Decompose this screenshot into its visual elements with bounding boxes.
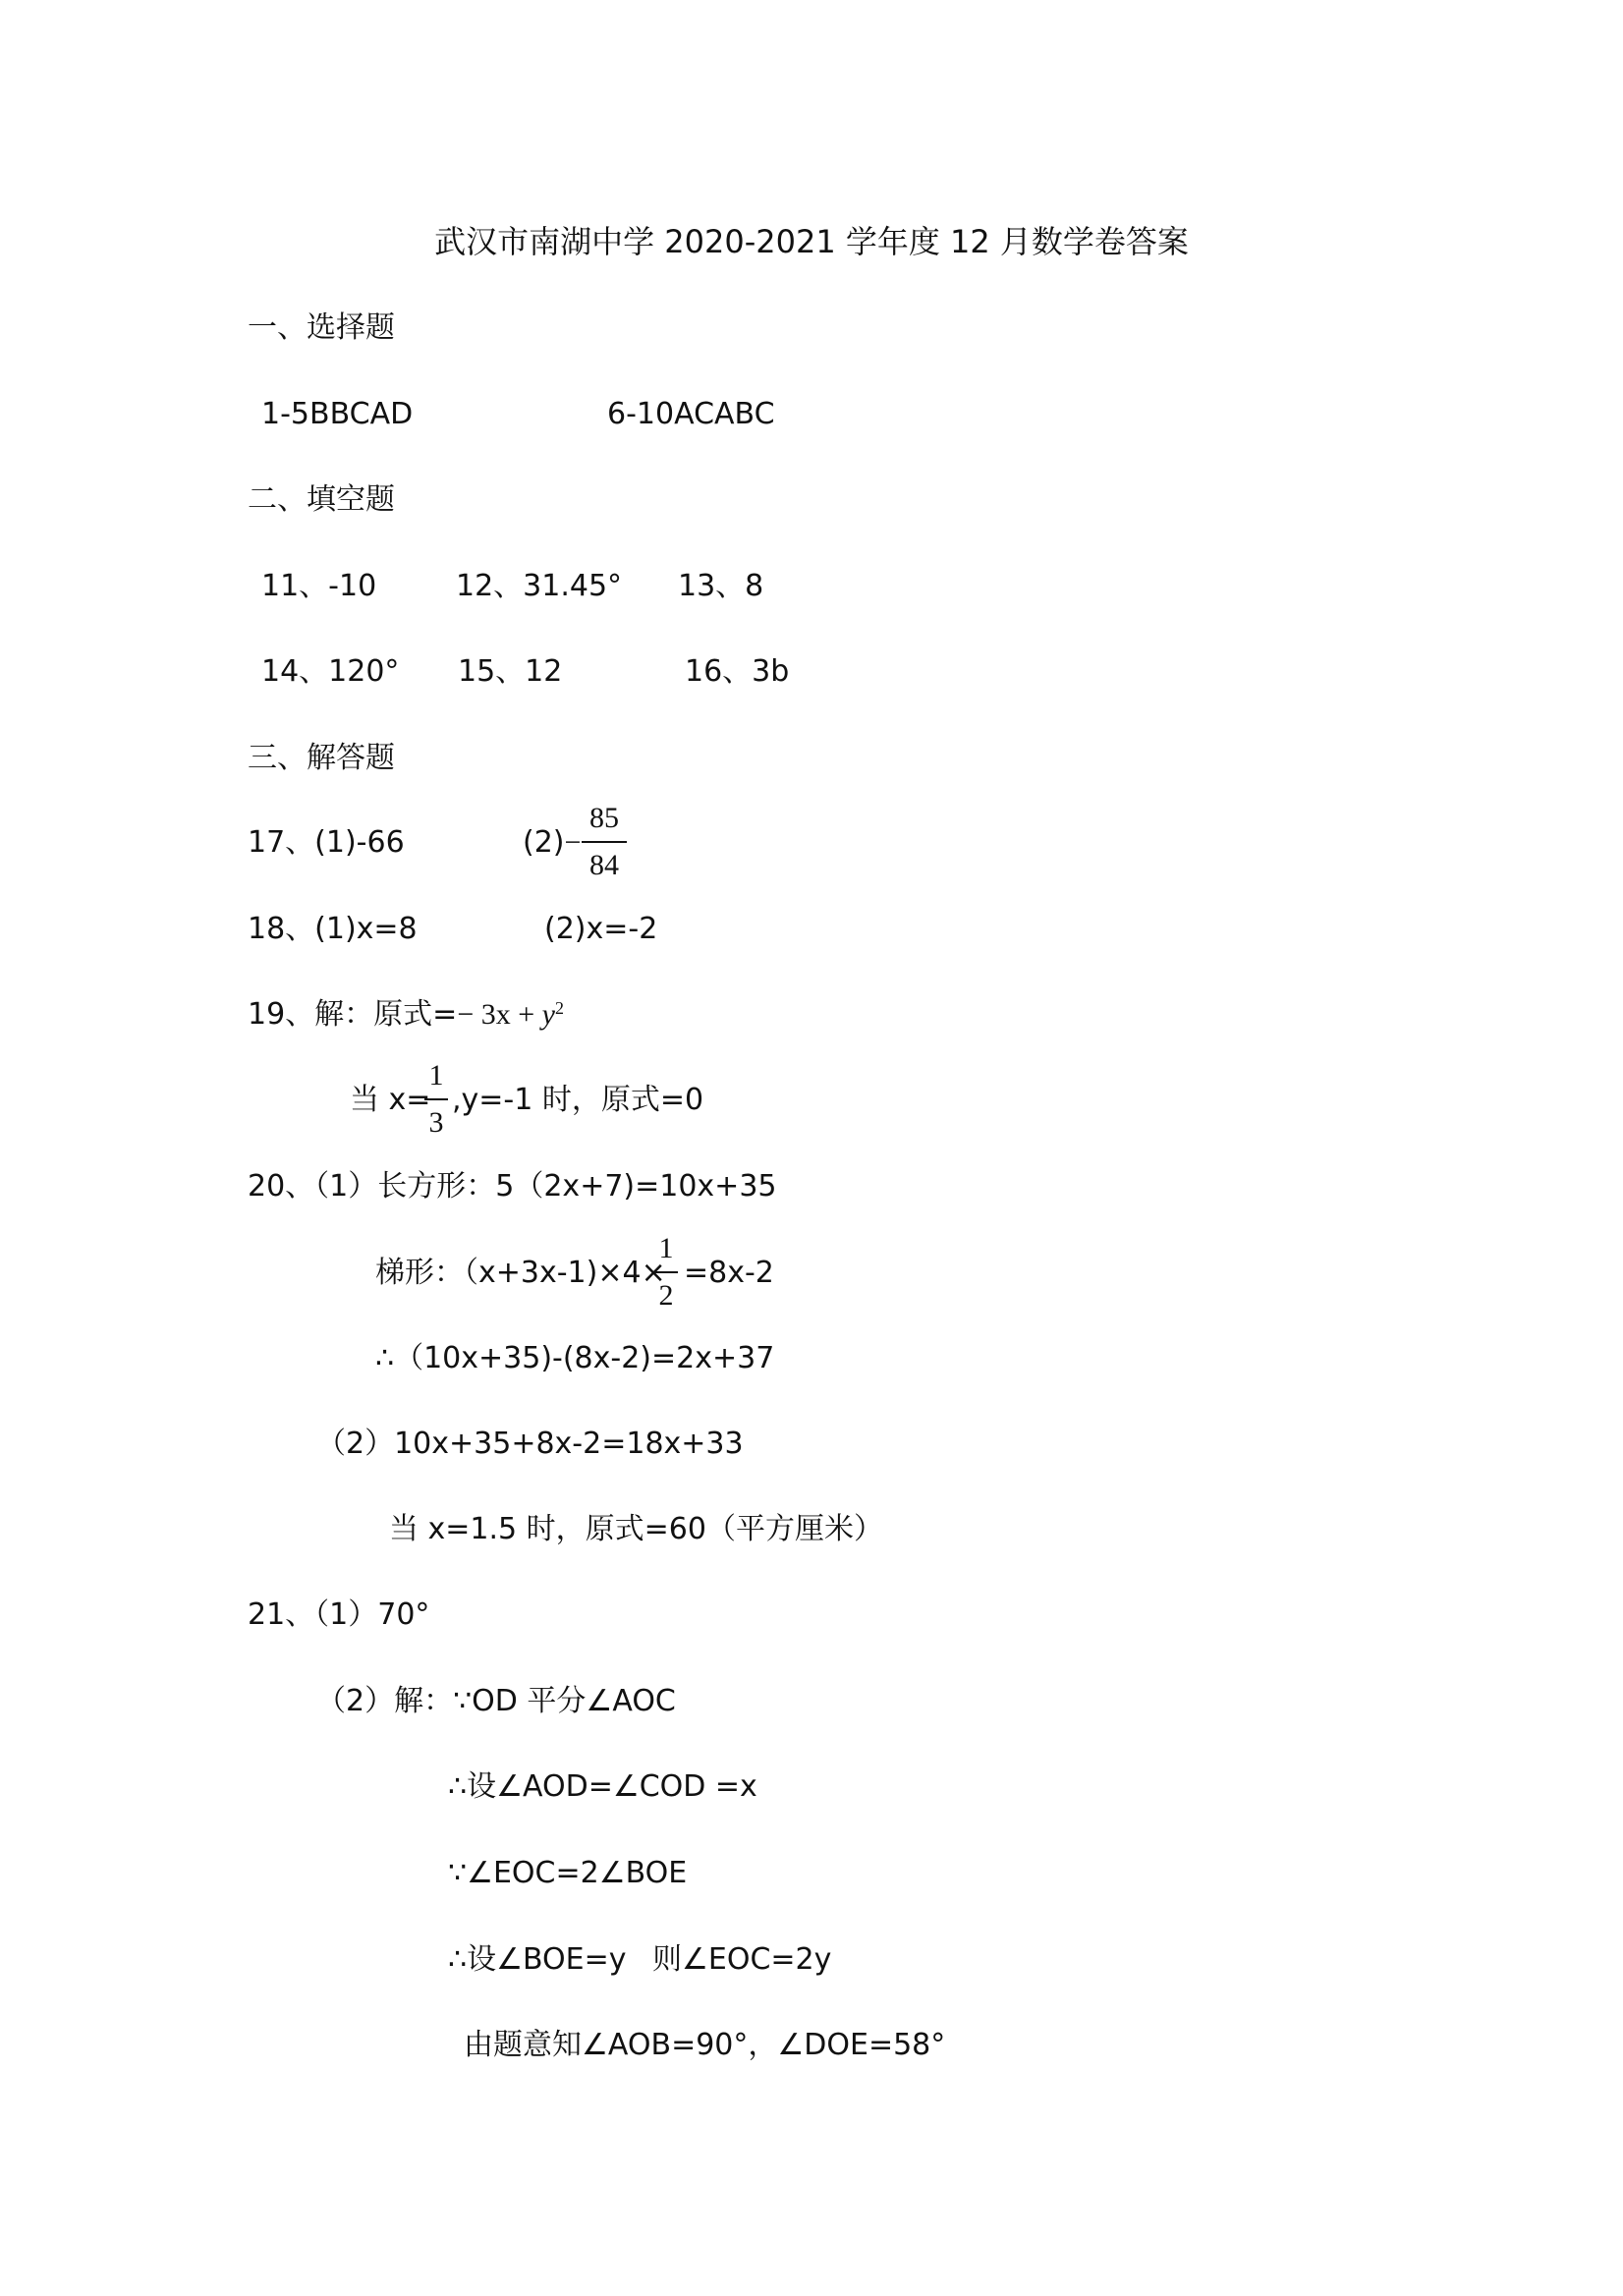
- q20-line4: （2）10x+35+8x-2=18x+33: [316, 1427, 744, 1461]
- q20-line1: 20、（1）长方形：5（2x+7)=10x+35: [248, 1169, 777, 1204]
- q20-line3: ∴（10x+35)-(8x-2)=2x+37: [375, 1341, 775, 1375]
- q19-line1: [248, 995, 564, 1037]
- q20-line5: 当 x=1.5 时，原式=60（平方厘米）: [389, 1512, 883, 1546]
- q18-part1: 18、(1)x=8: [248, 912, 418, 946]
- q21-line2: （2）解：∵OD 平分∠AOC: [316, 1684, 676, 1718]
- fraction-numerator: 85: [589, 802, 619, 834]
- q21-line4: ∵∠EOC=2∠BOE: [448, 1856, 688, 1890]
- q17-part2-label: (2): [523, 825, 565, 860]
- fill-answer-15: 15、12: [458, 654, 563, 689]
- q19-prefix: 19、解：原式=: [248, 997, 458, 1032]
- q19-line2-post: ,y=-1 时，原式=0: [452, 1083, 704, 1117]
- q19-fraction: [424, 1059, 448, 1140]
- q17-part2-prefix: [523, 823, 581, 863]
- q17-fraction: [582, 802, 627, 882]
- fraction-denominator: 3: [428, 1106, 444, 1139]
- fraction-bar: [424, 1098, 448, 1100]
- fraction-bar: [654, 1271, 678, 1273]
- fraction-numerator: 1: [658, 1232, 674, 1264]
- fill-answer-14: 14、120°: [261, 654, 400, 689]
- choice-answers-6-10: 6-10ACABC: [607, 397, 775, 431]
- q20-fraction: [654, 1232, 678, 1313]
- choice-answers-1-5: 1-5BBCAD: [261, 397, 414, 431]
- q21-line3: ∴设∠AOD=∠COD =x: [448, 1769, 757, 1804]
- q19-exponent: 2: [554, 998, 564, 1018]
- q17-part1: 17、(1)-66: [248, 825, 405, 860]
- q18-part2: (2)x=-2: [544, 912, 658, 946]
- fill-answer-12: 12、31.45°: [456, 569, 623, 603]
- q19-line2-pre: 当 x=: [350, 1083, 431, 1117]
- fraction-numerator: 1: [428, 1059, 444, 1092]
- q20-line2-post: =8x-2: [684, 1256, 774, 1290]
- fill-answer-13: 13、8: [678, 569, 764, 603]
- section-heading-fill: 二、填空题: [248, 482, 395, 517]
- q21-line1: 21、（1）70°: [248, 1597, 430, 1632]
- q19-expression: − 3x +: [457, 998, 542, 1031]
- fraction-bar: [582, 841, 627, 843]
- q19-variable-y: y: [541, 998, 555, 1031]
- q20-line2-pre: 梯形：（x+3x-1)×4×: [375, 1256, 666, 1290]
- page-title: 武汉市南湖中学 2020-2021 学年度 12 月数学卷答案: [434, 223, 1189, 260]
- q21-line6: 由题意知∠AOB=90°，∠DOE=58°: [464, 2028, 946, 2062]
- section-heading-choice: 一、选择题: [248, 310, 395, 345]
- fraction-denominator: 84: [589, 849, 619, 881]
- fraction-denominator: 2: [658, 1279, 674, 1312]
- q21-line5a: ∴设∠BOE=y: [448, 1942, 627, 1977]
- fill-answer-16: 16、3b: [685, 654, 790, 689]
- minus-sign: −: [564, 826, 582, 859]
- q21-line5b: 则∠EOC=2y: [652, 1942, 832, 1977]
- fill-answer-11: 11、-10: [261, 569, 377, 603]
- section-heading-solve: 三、解答题: [248, 741, 395, 775]
